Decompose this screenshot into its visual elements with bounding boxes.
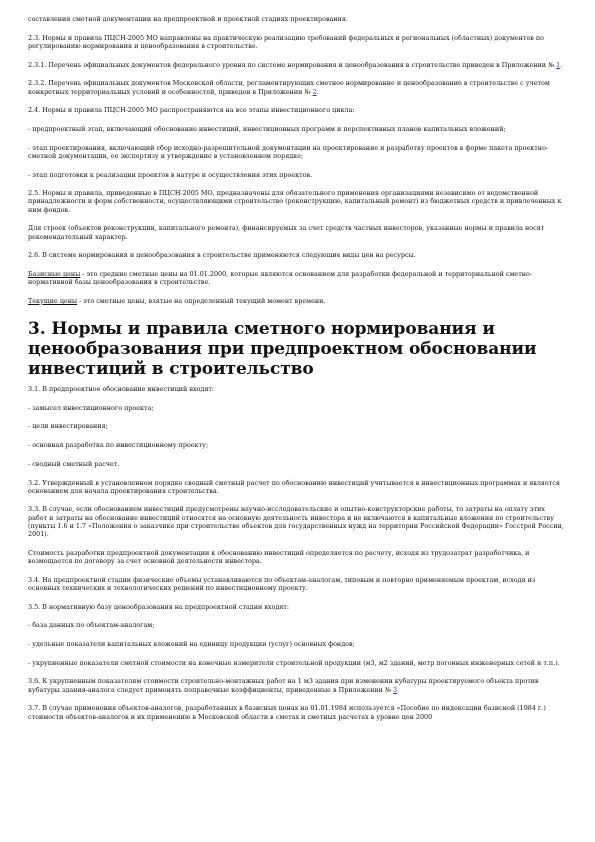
paragraph: 2.6. В системе нормирования и ценообразования в строительстве применяются следующие виды цен на ресурсы. bbox=[28, 251, 416, 260]
paragraph: 2.3.2. Перечень официальных документов Московской области, регламентирующих сметное нормирование и ценообразование в строительстве с учетом конкретных территориальных условий и особенностей, приведен в Приложении № 2. bbox=[28, 79, 550, 96]
paragraph-text: 3.6. К укрупненным показателям стоимости строительно-монтажных работ на 1 м3 здания при изменении кубатуры проектируемого объекта против кубатуры здания-аналога следует применять поправочные коэффициенты, приведенные в Приложении № bbox=[28, 677, 539, 694]
list-item: - предпроектный этап, включающий обоснование инвестиций, инвестиционных программ и перспективных планов капитальных вложений; bbox=[28, 124, 506, 133]
paragraph: 2.4. Нормы и правила ПЦСН-2005 МО распространяются на все этапы инвестиционного цикла: bbox=[28, 106, 355, 115]
section-heading: 3. Нормы и правила сметного нормирования и ценообразования при предпроектном обосновании инвестиций в строительство bbox=[28, 319, 537, 380]
list-item: - база данных по объектам-аналогам; bbox=[28, 621, 155, 630]
list-item: - этап подготовки к реализации проектов в натуре и осуществления этих проектов. bbox=[28, 170, 313, 179]
term-current-prices: Текущие цены bbox=[28, 296, 78, 305]
paragraph: Стоимость разработки предпроектной документации к обоснованию инвестиций определяется по расчету, исходя из трудозатрат разработчика, и возмещается по договору за счет основной деятельности инвестора. bbox=[28, 548, 530, 565]
paragraph bbox=[28, 270, 565, 286]
document-body bbox=[28, 0, 565, 721]
paragraph-text: - это сметные цены, взятые на определенный текущий момент времени. bbox=[77, 296, 326, 305]
paragraph: составления сметной документации на предпроектной и проектной стадиях проектирования. bbox=[28, 15, 348, 23]
term-basic-prices: Базисные цены bbox=[28, 269, 81, 278]
paragraph: 2.3. Нормы и правила ПЦСН-2005 МО направлены на практическую реализацию требований федеральных и региональных (областных) документов по регулированию нормирования и ценообразования в строительстве. bbox=[28, 33, 544, 50]
paragraph: 3.1. В предпроектное обоснование инвестиций входят: bbox=[28, 385, 215, 394]
paragraph: 3.2. Утвержденный в установленном порядке сводный сметный расчет по обоснованию инвестиций учитывается в инвестиционных программах и является основанием для начала проектирования строительства. bbox=[28, 478, 560, 495]
list-item: - удельные показатели капитальных вложений на единицу продукции (услуг) основных фондов; bbox=[28, 640, 355, 649]
paragraph-text: 2.3.2. Перечень официальных документов Московской области, регламентирующих сметное нормирование и ценообразование в строительстве с учетом конкретных территориальных условий и особенностей, приведен в Приложении № bbox=[28, 79, 550, 96]
appendix-link-1[interactable]: 1 bbox=[556, 60, 561, 69]
list-item: - сводный сметный расчет. bbox=[28, 459, 120, 468]
list-item: - укрупненные показатели сметной стоимости на конечные измерители строительной продукции (м3, м2 зданий, метр погонных инженерных сетей и т.п.). bbox=[28, 658, 560, 667]
list-item: - замысел инвестиционного проекта; bbox=[28, 403, 154, 412]
appendix-link-2[interactable]: 2 bbox=[312, 87, 317, 96]
list-item: - этап проектирования, включающий сбор исходно-разрешительной документации на проектирование и разработку проектов в форме пакета проектно-сметной документации, ее экспертизу и утверждение в установленном порядке; bbox=[28, 143, 549, 160]
paragraph-text: - это средние сметные цены на 01.01.2000, которые являются основанием для разработки федеральной и территориальной сметно-нормативной базы ценообразования в строительстве. bbox=[28, 269, 533, 287]
paragraph: 3.7. В случае применения объектов-аналогов, разработанных в базисных ценах на 01.01.1984 используется «Пособие по индексации базисной (1984 г.) стоимости объектов-аналогов и их применению в Московской области в сметах и сметных расчетах в уровне цен 2000 bbox=[28, 704, 546, 721]
paragraph: 3.3. В случае, если обоснованием инвестиций предусмотрены научно-исследовательские и опытно-конструкторские работы, то затраты на оплату этих работ и затраты на обоснование инвестиций относятся на основную деятельность инвестора и не включаются в капитальные вложения по строительству (пункты 1.6 и 1.7 «Положения о заказчике при строительстве объектов для государственных нужд на территории Российской Федерации» Госстрой России, 2001). bbox=[28, 505, 564, 539]
paragraph: 3.6. К укрупненным показателям стоимости строительно-монтажных работ на 1 м3 здания при изменении кубатуры проектируемого объекта против кубатуры здания-аналога следует применять поправочные коэффициенты, приведенные в Приложении № 3. bbox=[28, 677, 539, 694]
paragraph: 3.5. В нормативную базу ценообразования на предпроектной стадии входят: bbox=[28, 602, 289, 611]
paragraph: 2.3.1. Перечень официальных документов федерального уровня по системе нормирования и ценообразования в строительстве приведен в Приложении № 1. bbox=[28, 60, 563, 69]
list-item: - основная разработка по инвестиционному проекту; bbox=[28, 441, 208, 450]
list-item: - цели инвестирования; bbox=[28, 422, 108, 431]
paragraph: 3.4. На предпроектной стадии физические объемы устанавливаются по объектам-аналогам, типовым и повторно применяемым проектам, исходя из основных технических и технологических решений по инвестиционному проекту. bbox=[28, 575, 536, 592]
paragraph bbox=[28, 297, 565, 305]
appendix-link-3[interactable]: 3 bbox=[393, 685, 398, 694]
paragraph: Для строек (объектов реконструкции, капитального ремонта), финансируемых за счет средств частных инвесторов, указанные нормы и правила носят рекомендательный характер. bbox=[28, 224, 545, 241]
paragraph: 2.5. Нормы и правила, приведенные в ПЦСН-2005 МО, предназначены для обязательного применения организациями независимо от ведомственной принадлежности и форм собственности, осуществляющими строительство (реконструкцию, капитальный ремонт) из бюджетных средств и привлеченных к ним фондов. bbox=[28, 189, 562, 214]
paragraph-text: 2.3.1. Перечень официальных документов федерального уровня по системе нормирования и ценообразования в строительстве приведен в Приложении № bbox=[28, 60, 557, 69]
